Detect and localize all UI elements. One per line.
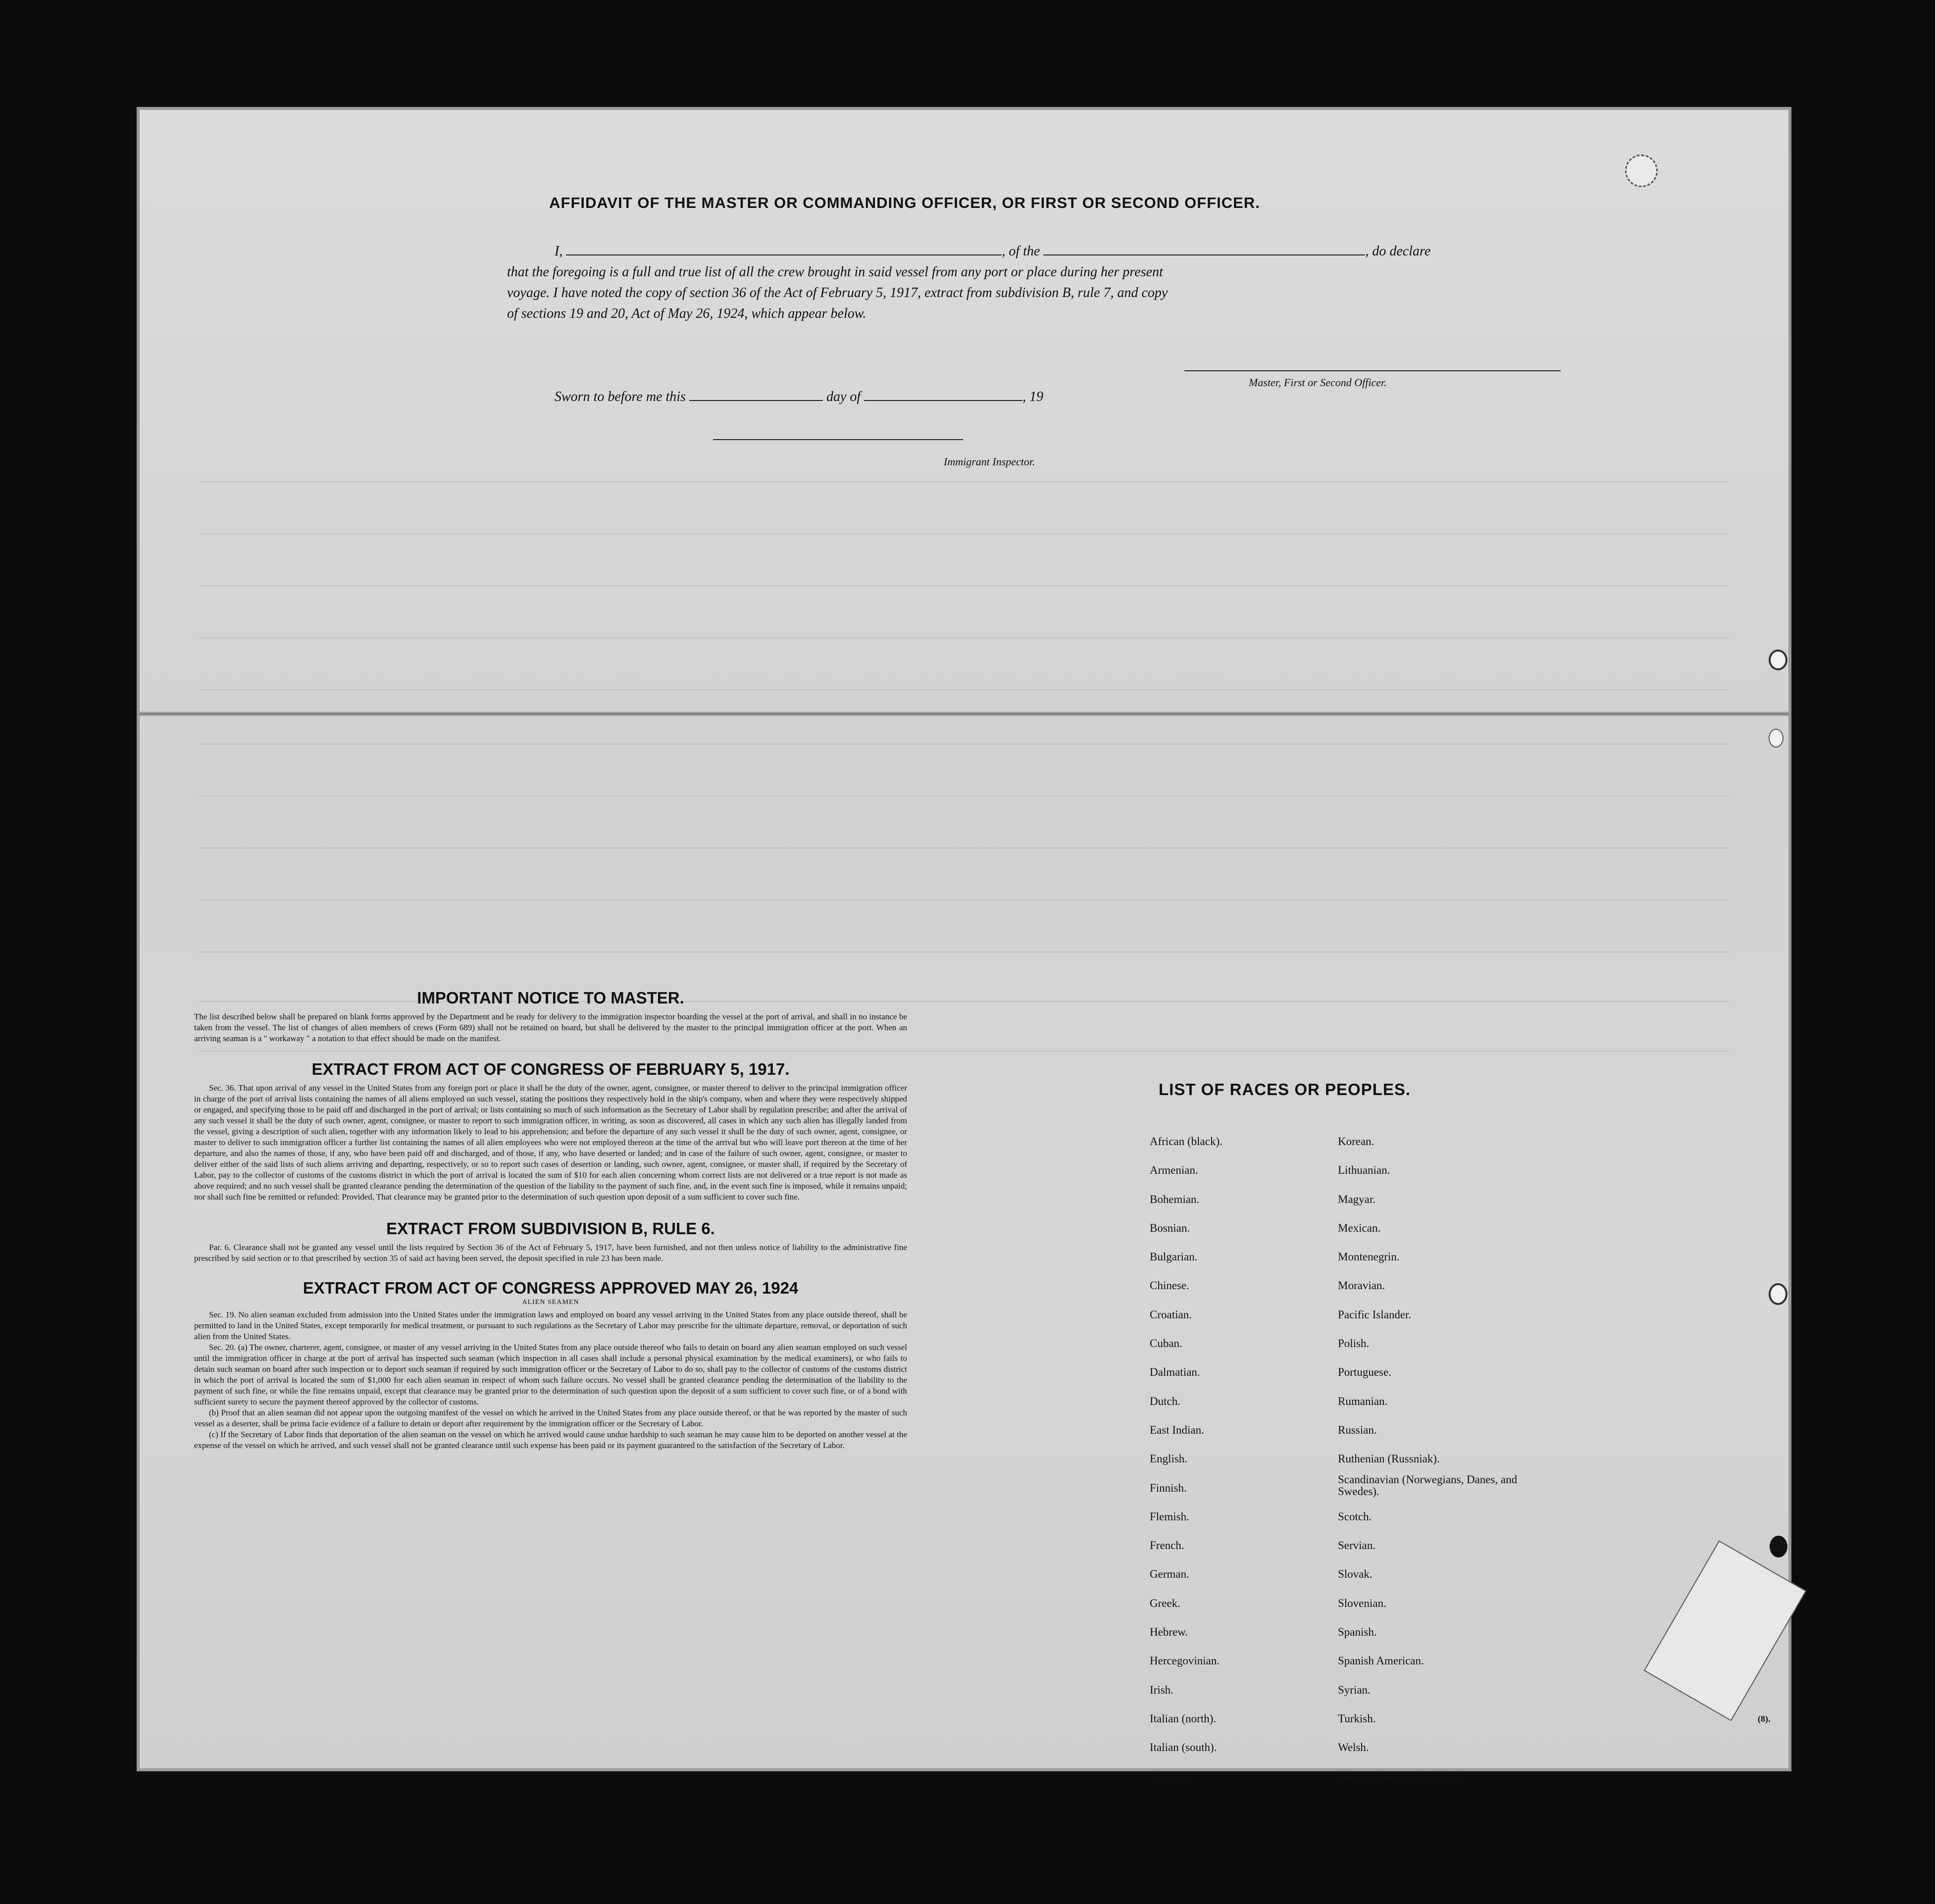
sworn-line <box>555 389 1043 405</box>
sworn-day-blank <box>689 400 823 401</box>
race-item: English. <box>1150 1453 1188 1465</box>
vessel-blank <box>1043 254 1365 255</box>
affidavit-title: AFFIDAVIT OF THE MASTER OR COMMANDING OFFICER, OR FIRST OR SECOND OFFICER. <box>549 194 1260 211</box>
act-1917-body: Sec. 36. That upon arrival of any vessel in the United States from any foreign port or place it shall be the duty of the owner, agent, consignee, or master thereof to deliver to the principal immigration officer in charge of the port of arrival lists containing the names of all aliens employed on such vessel, stating the positions they respectively hold in the ship's company, when and where they were respectively shipped or engaged, and specifying those to be paid off and discharged in the port of arrival; or lists containing so much of such information as the Secretary of Labor shall by regulation prescribe; and after the arrival of any such vessel it shall be the duty of such owner, agent, consignee, or master to report to such immigration officer, in writing, as soon as discovered, all cases in which any such alien has illegally landed from the vessel, giving a description of such alien, together with any information likely to lead to his apprehension; and before the departure of any such vessel it shall be the duty of such owner, agent, consignee, or master to deliver to such immigration officer a further list containing the names of all alien employees who were not employed thereon at the time of the arrival but who will leave port thereon at the time of her departure, and also the names of those, if any, who have been paid off and discharged, and of those, if any, who have deserted or landed; and in case of the failure of such owner, agent, consignee, or master to deliver either of the said lists of such aliens arriving and departing, respectively, or so to report such cases of desertion or landing, such owner, agent, consignee, or master shall, if required by the Secretary of Labor, pay to the collector of customs of the customs district in which the port of arrival is located the sum of $10 for each alien concerning whom correct lists are not delivered or a true report is not made as above required; and no such vessel shall be granted clearance pending the determination of the question of the liability to the payment of such fine, and, in the event such fine is imposed, while it remains unpaid; nor shall such fine be remitted or refunded: Provided, That clearance may be granted prior to the determination of such question upon deposit of a sum sufficient to cover such fine. <box>194 1083 907 1202</box>
affidavit-line-2: that the foregoing is a full and true list of all the crew brought in said vessel from any port or place during her present <box>507 264 1163 280</box>
race-item: Magyar. <box>1338 1193 1376 1205</box>
race-item: French. <box>1150 1539 1184 1552</box>
master-label: Master, First or Second Officer. <box>1249 376 1387 389</box>
sworn-label: Sworn to before me this <box>555 389 686 404</box>
affidavit-line-1 <box>555 244 1430 259</box>
notice-title: IMPORTANT NOTICE TO MASTER. <box>417 989 684 1007</box>
races-column-2 <box>1338 1127 1526 1791</box>
act-1924-sec-20a: Sec. 20. (a) The owner, charterer, agent, consignee, or master of any vessel arriving in the United States from any place outside thereof who fails to detain on board any alien seaman employed on such vessel until the immigration officer in charge at the port of arrival has inspected such seaman (which inspection in all cases shall include a personal physical examination by the medical examiners), or who fails to detain such seaman on board after such inspection or to deport such seaman if required by such immigration officer or the Secretary of Labor to do so, shall pay to the collector of customs of the customs district in which the port of arrival is located the sum of $1,000 for each alien seaman in respect of whom such failure occurs. No vessel shall be granted clearance pending the determination of the liability to the payment of such fine, or while the fine remains unpaid, except that clearance may be granted prior to the determination of such question upon the deposit of a sum sufficient to cover such fine, or of a bond with sufficient surety to secure the payment thereof approved by the collector of customs. <box>194 1343 907 1406</box>
race-item: African (black). <box>1150 1135 1222 1148</box>
race-item: West Indian (except Cuban). <box>1338 1770 1468 1783</box>
paper-fold <box>140 711 1788 716</box>
affidavit-i-label: I, <box>555 244 563 259</box>
affidavit-of-the: , of the <box>1002 244 1040 259</box>
race-item: Flemish. <box>1150 1510 1189 1523</box>
act-1924-subtitle: ALIEN SEAMEN <box>522 1299 579 1306</box>
punch-hole <box>1770 1536 1787 1557</box>
race-item: Servian. <box>1338 1539 1376 1552</box>
bleed-through-rows <box>140 110 1788 1768</box>
form-number: (8). <box>1758 1714 1771 1724</box>
race-item: Turkish. <box>1338 1712 1376 1725</box>
race-item: Scandinavian (Norwegians, Danes, and Swedes). <box>1338 1473 1518 1498</box>
punch-hole <box>1769 650 1787 670</box>
sworn-month-blank <box>864 400 1022 401</box>
race-item: Croatian. <box>1150 1308 1192 1321</box>
race-item: Scotch. <box>1338 1510 1372 1523</box>
race-item: Chinese. <box>1150 1279 1189 1292</box>
race-item: Italian (south). <box>1150 1741 1217 1754</box>
race-item: Polish. <box>1338 1337 1370 1350</box>
race-item: Pacific Islander. <box>1338 1308 1412 1321</box>
race-item: Finnish. <box>1150 1481 1187 1494</box>
race-item: Bosnian. <box>1150 1221 1190 1234</box>
notice-body: The list described below shall be prepared on blank forms approved by the Department and be ready for delivery to the immigration inspector boarding the vessel at the port of arrival, and shall in no instance be taken from the vessel. The list of changes of alien members of crews (Form 689) shall not be retained on board, but shall be delivered by the master to the principal immigration officer at the port. When an arriving seaman is a " workaway " a notation to that effect should be made on the manifest. <box>194 1012 907 1043</box>
affidavit-line-3: voyage. I have noted the copy of section 36 of the Act of February 5, 1917, extract from subdivision B, rule 7, and copy <box>507 285 1168 301</box>
manifest-sheet <box>140 110 1788 1783</box>
day-of-label: day of <box>826 389 861 404</box>
race-item: Cuban. <box>1150 1337 1182 1350</box>
race-item: Ruthenian (Russniak). <box>1338 1453 1440 1465</box>
folded-corner <box>1644 1540 1807 1721</box>
punch-hole <box>1625 154 1658 187</box>
race-item: Welsh. <box>1338 1741 1369 1754</box>
race-item: Slovenian. <box>1338 1597 1386 1609</box>
race-item: Hebrew. <box>1150 1626 1188 1639</box>
name-blank <box>566 254 1002 255</box>
race-item: Bulgarian. <box>1150 1251 1198 1263</box>
rule-6-body: Par. 6. Clearance shall not be granted any vessel until the lists required by Section 36 of the Act of February 5, 1917, have been furnished, and not then unless notice of liability to the administrative fine prescribed by said section or to that prescribed by section 35 of said act having been served, the deposit specified in rule 23 has been made. <box>194 1243 907 1263</box>
act-1924-sec-20c: (c) If the Secretary of Labor finds that deportation of the alien seaman on the vessel on which he arrived would cause undue hardship to such seaman he may cause him to be deported on another vessel at the expense of the vessel on which he arrived, and such vessel shall not be granted clearance until such expense has been paid or its payment guaranteed to the satisfaction of the Secretary of Labor. <box>194 1430 907 1450</box>
race-item: Japanese. <box>1150 1770 1193 1783</box>
race-item: Spanish American. <box>1338 1654 1424 1667</box>
race-item: Spanish. <box>1338 1626 1377 1639</box>
inspector-label: Immigrant Inspector. <box>944 455 1035 468</box>
race-item: Portuguese. <box>1338 1366 1391 1379</box>
race-item: Bohemian. <box>1150 1193 1200 1205</box>
punch-hole <box>1769 729 1783 748</box>
notices-column <box>194 989 907 1451</box>
race-item: Hercegovinian. <box>1150 1654 1220 1667</box>
race-item: Korean. <box>1338 1135 1375 1148</box>
race-item: Dutch. <box>1150 1395 1180 1407</box>
race-item: Moravian. <box>1338 1279 1385 1292</box>
race-item: Rumanian. <box>1338 1395 1388 1407</box>
race-item: Mexican. <box>1338 1221 1381 1234</box>
race-item: Lithuanian. <box>1338 1164 1390 1177</box>
year-label: , 19 <box>1022 389 1044 404</box>
act-1924-sec-19: Sec. 19. No alien seaman excluded from admission into the United States under the immigration laws and employed on board any vessel arriving in the United States from any place outside thereof, shall be permitted to land in the United States, except temporarily for medical treatment, or pursuant to such regulations as the Secretary of Labor may prescribe for the ultimate departure, removal, or deportation of such alien from the United States. <box>194 1310 907 1341</box>
race-item: Dalmatian. <box>1150 1366 1200 1379</box>
race-item: Slovak. <box>1338 1568 1373 1581</box>
race-item: Russian. <box>1338 1423 1377 1436</box>
inspector-signature-line <box>713 439 963 440</box>
races-column-1 <box>1150 1127 1222 1791</box>
act-1917-title: EXTRACT FROM ACT OF CONGRESS OF FEBRUARY 5, 1917. <box>311 1060 790 1078</box>
rule-6-title: EXTRACT FROM SUBDIVISION B, RULE 6. <box>386 1219 715 1238</box>
affidavit-do-declare: , do declare <box>1365 244 1431 259</box>
master-signature-line <box>1184 370 1561 371</box>
race-item: Italian (north). <box>1150 1712 1217 1725</box>
race-item: Armenian. <box>1150 1164 1198 1177</box>
race-item: German. <box>1150 1568 1189 1581</box>
race-item: Irish. <box>1150 1683 1173 1696</box>
act-1924-title: EXTRACT FROM ACT OF CONGRESS APPROVED MAY 26, 1924 <box>303 1279 799 1297</box>
race-item: Greek. <box>1150 1597 1180 1609</box>
race-item: Syrian. <box>1338 1683 1371 1696</box>
affidavit-line-4: of sections 19 and 20, Act of May 26, 1924, which appear below. <box>507 306 866 321</box>
race-item: East Indian. <box>1150 1423 1204 1436</box>
races-title: LIST OF RACES OR PEOPLES. <box>1159 1080 1411 1099</box>
race-item: Montenegrin. <box>1338 1251 1400 1263</box>
act-1924-sec-20b: (b) Proof that an alien seaman did not appear upon the outgoing manifest of the vessel on which he arrived in the United States from any place outside thereof, or that he was reported by the master of such vessel as a deserter, shall be prima facie evidence of a failure to detain or deport after requirement by the immigration officer or the Secretary of Labor. <box>194 1408 907 1428</box>
punch-hole <box>1769 1283 1787 1305</box>
